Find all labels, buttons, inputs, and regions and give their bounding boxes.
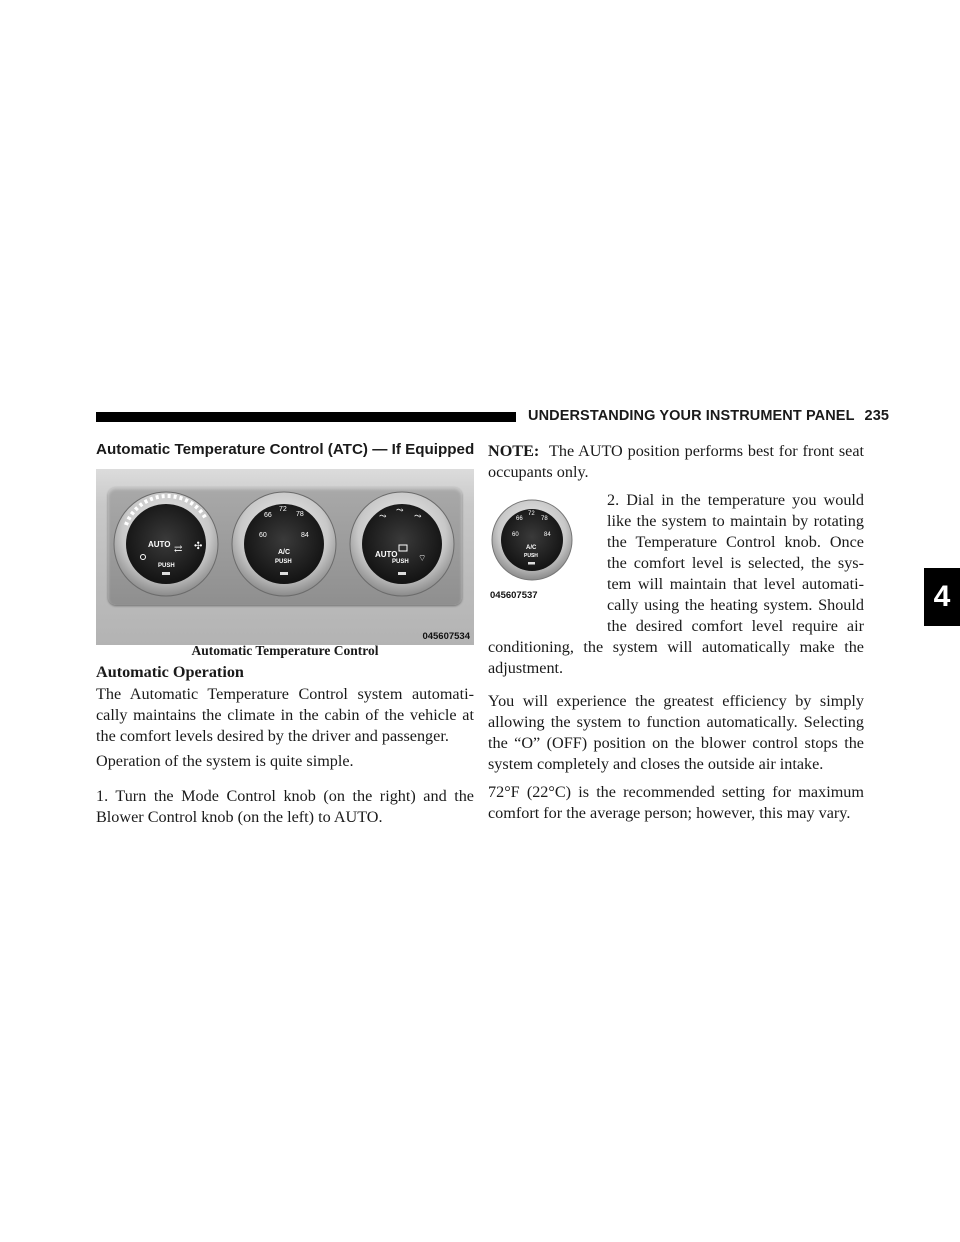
recirc-icon: ⇄ xyxy=(174,544,183,555)
step2-line-5: tem will maintain that level automati- xyxy=(607,575,864,593)
step1-line-2: Blower Control knob (on the left) to AUTO. xyxy=(96,808,383,826)
defrost-icon: ⌔ xyxy=(418,553,427,563)
inset-84-label: 84 xyxy=(544,532,551,538)
paragraph-step-2 xyxy=(607,490,864,637)
blower-push-label: PUSH xyxy=(158,563,175,569)
para1-line-3: the comfort levels desired by the driver and passenger. xyxy=(96,727,449,745)
atc-figure xyxy=(96,469,474,645)
step2-line-6: cally using the heating system. Should xyxy=(607,596,864,614)
efficiency-line-2: allowing the system to function automatically. Selecting xyxy=(488,713,864,731)
note-line-2: occupants only. xyxy=(488,463,589,481)
running-header xyxy=(528,408,890,426)
step2-cont-line-1: conditioning, the system will automatically make the xyxy=(488,638,864,656)
para1-line-1: The Automatic Temperature Control system automati- xyxy=(96,685,474,703)
temp-84-label: 84 xyxy=(301,532,309,539)
section-title: UNDERSTANDING YOUR INSTRUMENT PANEL xyxy=(528,408,855,424)
temp-78-label: 78 xyxy=(296,511,304,518)
paragraph-automatic-operation xyxy=(96,684,474,747)
step1-line-1: 1. Turn the Mode Control knob (on the right) and the xyxy=(96,787,474,805)
inset-72-label: 72 xyxy=(528,511,535,517)
paragraph-efficiency xyxy=(488,691,864,775)
efficiency-line-3: the “O” (OFF) position on the blower control stops the xyxy=(488,734,864,752)
mode-push-label: PUSH xyxy=(392,559,409,565)
figure-caption: Automatic Temperature Control xyxy=(191,643,379,658)
vent-icon: ⤳ xyxy=(379,511,387,521)
fan-icon: ✣ xyxy=(194,541,203,552)
section-heading: Automatic Temperature Control (ATC) — If Equipped xyxy=(96,441,475,458)
blower-indicator xyxy=(162,572,170,575)
note-line-1 xyxy=(488,441,864,462)
note-text-1: The AUTO position performs best for front seat xyxy=(548,442,864,460)
inset-figure-code: 045607537 xyxy=(490,590,538,601)
paragraph-step-1 xyxy=(96,786,474,828)
paragraph-recommended-temp xyxy=(488,782,864,824)
step2-line-4: the comfort level is selected, the sys- xyxy=(607,554,864,572)
figure-code: 045607534 xyxy=(422,631,470,642)
temperature-knob-inset xyxy=(488,496,600,608)
paragraph-operation-simple: Operation of the system is quite simple. xyxy=(96,752,354,770)
note-label: NOTE: xyxy=(488,442,540,460)
temp-60-label: 60 xyxy=(259,532,267,539)
blower-knob xyxy=(114,492,218,596)
inset-66-label: 66 xyxy=(516,516,523,522)
mode-knob xyxy=(350,492,454,596)
chapter-tab: 4 xyxy=(924,568,960,626)
bilevel-icon: ⤳ xyxy=(396,505,404,515)
inset-78-label: 78 xyxy=(541,516,548,522)
step2-cont-line-2: adjustment. xyxy=(488,659,564,677)
temp-indicator xyxy=(280,572,288,575)
efficiency-line-4: system completely and closes the outside air intake. xyxy=(488,755,824,773)
temperature-knob xyxy=(232,492,336,596)
subheading: Automatic Operation xyxy=(96,663,244,681)
temp-line-1: 72°F (22°C) is the recommended setting for maximum xyxy=(488,783,864,801)
inset-push-label: PUSH xyxy=(524,553,538,559)
step2-line-1: 2. Dial in the temperature you would xyxy=(607,491,864,509)
mode-indicator xyxy=(398,572,406,575)
temp-66-label: 66 xyxy=(264,512,272,519)
paragraph-step-2-continued xyxy=(488,637,864,679)
atc-knobs-illustration xyxy=(96,469,474,645)
inset-ac-label: A/C xyxy=(526,545,537,551)
step2-line-2: like the system to maintain by rotating xyxy=(607,512,864,530)
inset-indicator xyxy=(528,562,535,565)
header-rule xyxy=(96,412,516,422)
temp-ac-label: A/C xyxy=(278,549,291,556)
efficiency-line-1: You will experience the greatest efficiency by simply xyxy=(488,692,864,710)
note-paragraph xyxy=(488,441,864,483)
step2-line-3: the Temperature Control knob. Once xyxy=(607,533,864,551)
blower-auto-label: AUTO xyxy=(148,540,171,549)
mode-auto-label: AUTO xyxy=(375,550,398,559)
page-number: 235 xyxy=(864,408,890,424)
temp-line-2: comfort for the average person; however, this may vary. xyxy=(488,804,851,822)
inset-60-label: 60 xyxy=(512,532,519,538)
temp-push-label: PUSH xyxy=(275,559,292,565)
floor-icon: ⤳ xyxy=(414,511,422,521)
temp-72-label: 72 xyxy=(279,506,287,513)
step2-line-7: the desired comfort level require air xyxy=(607,617,864,635)
para1-line-2: cally maintains the climate in the cabin of the vehicle at xyxy=(96,706,474,724)
